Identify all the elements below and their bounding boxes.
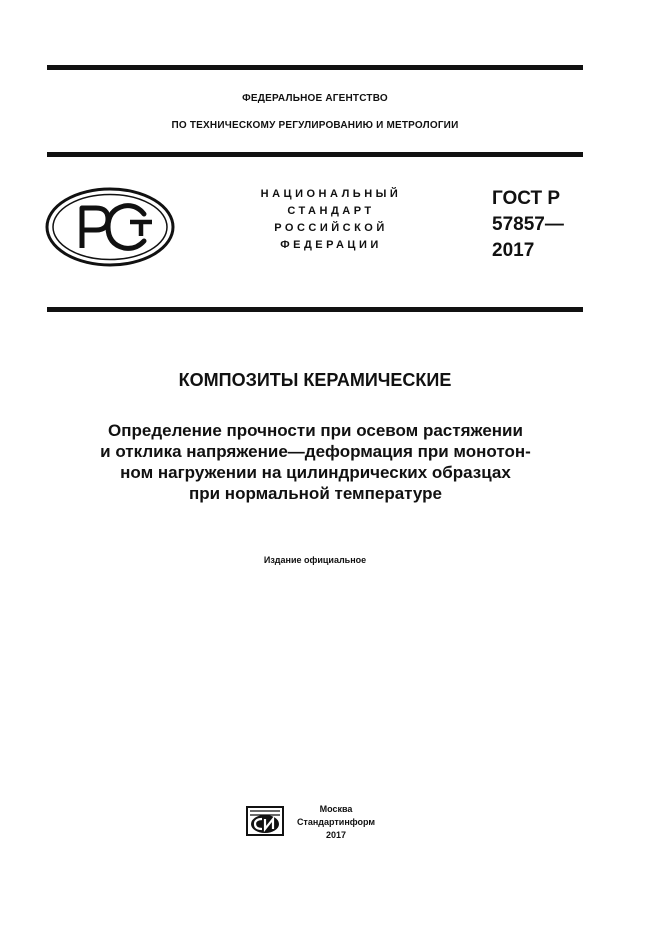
national-standard-label — [236, 186, 426, 254]
lower-divider — [47, 307, 583, 312]
rst-emblem-icon — [44, 186, 176, 268]
top-divider — [47, 65, 583, 70]
imprint-city: Москва — [319, 804, 353, 814]
national-line: РОССИЙСКОЙ — [274, 222, 388, 234]
subtitle-line: ном нагружении на цилиндрических образцах — [120, 463, 511, 482]
document-title: КОМПОЗИТЫ КЕРАМИЧЕСКИЕ — [178, 370, 452, 390]
middle-divider — [47, 152, 583, 157]
gost-line: 57857— — [492, 214, 564, 235]
imprint-year: 2017 — [325, 830, 347, 840]
gost-line: 2017 — [492, 240, 535, 261]
subtitle-line: при нормальной температуре — [188, 484, 443, 503]
document-subtitle — [40, 420, 591, 504]
national-line: СТАНДАРТ — [287, 205, 375, 217]
imprint-publisher: Стандартинформ — [296, 817, 376, 827]
gost-designation — [492, 186, 564, 264]
gost-line: ГОСТ Р — [492, 188, 561, 209]
national-line: НАЦИОНАЛЬНЫЙ — [260, 188, 402, 200]
national-line: ФЕДЕРАЦИИ — [280, 239, 382, 251]
agency-name-line1: ФЕДЕРАЛЬНОЕ АГЕНТСТВО — [242, 93, 388, 104]
standartinform-logo-icon — [246, 806, 284, 836]
subtitle-line: и отклика напряжение—деформация при монотон- — [100, 442, 531, 461]
edition-note: Издание официальное — [263, 555, 367, 565]
agency-name-line2: ПО ТЕХНИЧЕСКОМУ РЕГУЛИРОВАНИЮ И МЕТРОЛОГИИ — [171, 120, 459, 131]
subtitle-line: Определение прочности при осевом растяжении — [108, 421, 523, 440]
imprint — [296, 803, 376, 842]
